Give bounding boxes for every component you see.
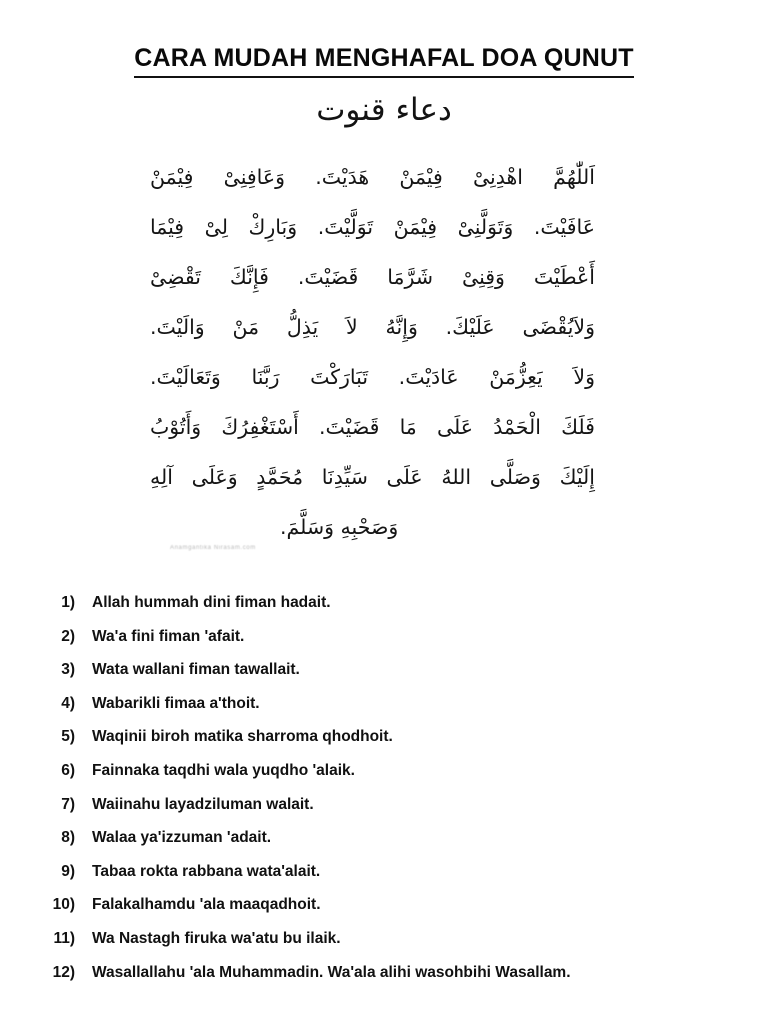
list-item <box>0 695 768 729</box>
list-item <box>0 728 768 762</box>
list-item-number: 11) <box>53 929 75 947</box>
list-item <box>0 896 768 930</box>
list-item-number: 8) <box>61 829 75 847</box>
arabic-prayer-body <box>150 152 595 552</box>
arabic-line: وَلاَيُقْضَى عَلَيْكَ. وَإِنَّهُ لاَ يَذِلُّ مَنْ وَالَيْتَ. <box>150 315 595 339</box>
list-item-number: 10) <box>52 896 75 914</box>
list-item-number: 4) <box>61 694 75 712</box>
list-item-text: Allah hummah dini fiman hadait. <box>92 594 331 611</box>
list-item-number: 9) <box>61 862 75 880</box>
list-item-text: Wa'a fini fiman 'afait. <box>92 627 245 645</box>
list-item <box>0 762 768 796</box>
list-item <box>0 594 768 628</box>
arabic-heading: دعاء قنوت <box>316 92 452 128</box>
list-item-text: Waqinii biroh matika sharroma qhodhoit. <box>92 728 393 746</box>
list-item-number: 6) <box>61 761 75 779</box>
arabic-line: أَعْطَيْتَ وَقِنِىْ شَرَّمَا قَضَيْتَ. فَإِنَّكَ تَقْضِىْ <box>150 265 595 289</box>
list-item-text: Fainnaka taqdhi wala yuqdho 'alaik. <box>92 761 355 779</box>
list-item <box>0 930 768 964</box>
page-title-text: CARA MUDAH MENGHAFAL DOA QUNUT <box>134 44 634 78</box>
list-item-number: 5) <box>61 728 75 746</box>
list-item-text: Waiinahu layadziluman walait. <box>92 795 314 813</box>
arabic-line: وَلاَ يَعِزُّمَنْ عَادَيْتَ. تَبَارَكْتَ رَبَّنَا وَتَعَالَيْتَ. <box>150 365 595 389</box>
list-item-number: 3) <box>61 661 75 679</box>
list-item <box>0 964 768 998</box>
arabic-line: وَصَحْبِهِ وَسَلَّمَ. <box>280 515 399 539</box>
arabic-line: فَلَكَ الْحَمْدُ عَلَى مَا قَضَيْتَ. أَسْتَغْفِرُكَ وَأَتُوْبُ <box>150 415 595 439</box>
list-item-text: Walaa ya'izzuman 'adait. <box>92 829 272 847</box>
list-item-number: 12) <box>52 963 75 981</box>
arabic-line: اَللّٰهُمَّ اهْدِنِىْ فِيْمَنْ هَدَيْتَ. وَعَافِنِىْ فِيْمَنْ <box>150 165 595 189</box>
transliteration-list <box>0 594 768 997</box>
list-item-text: Wasallallahu 'ala Muhammadin. Wa'ala alihi wasohbihi Wasallam. <box>92 963 571 981</box>
list-item-text: Wabarikli fimaa a'thoit. <box>92 694 260 712</box>
list-item <box>0 661 768 695</box>
page-title <box>0 44 768 78</box>
list-item-text: Falakalhamdu 'ala maaqadhoit. <box>92 896 321 914</box>
list-item-number: 7) <box>61 795 75 813</box>
watermark-text: Anamgantika Nirasam.com <box>170 545 256 551</box>
list-item <box>0 628 768 662</box>
list-item-number: 2) <box>61 627 75 645</box>
arabic-line: عَافَيْتَ. وَتَوَلَّنِىْ فِيْمَنْ تَوَلَّيْتَ. وَبَارِكْ لِىْ فِيْمَا <box>150 215 595 239</box>
list-item-text: Wata wallani fiman tawallait. <box>92 661 300 679</box>
list-item <box>0 863 768 897</box>
list-item <box>0 829 768 863</box>
list-item <box>0 796 768 830</box>
list-item-text: Tabaa rokta rabbana wata'alait. <box>92 862 321 880</box>
arabic-line: إِلَيْكَ وَصَلَّى اللهُ عَلَى سَيِّدِنَا مُحَمَّدٍ وَعَلَى آلِهِ <box>150 465 595 489</box>
list-item-number: 1) <box>61 594 75 611</box>
list-item-text: Wa Nastagh firuka wa'atu bu ilaik. <box>92 929 341 947</box>
